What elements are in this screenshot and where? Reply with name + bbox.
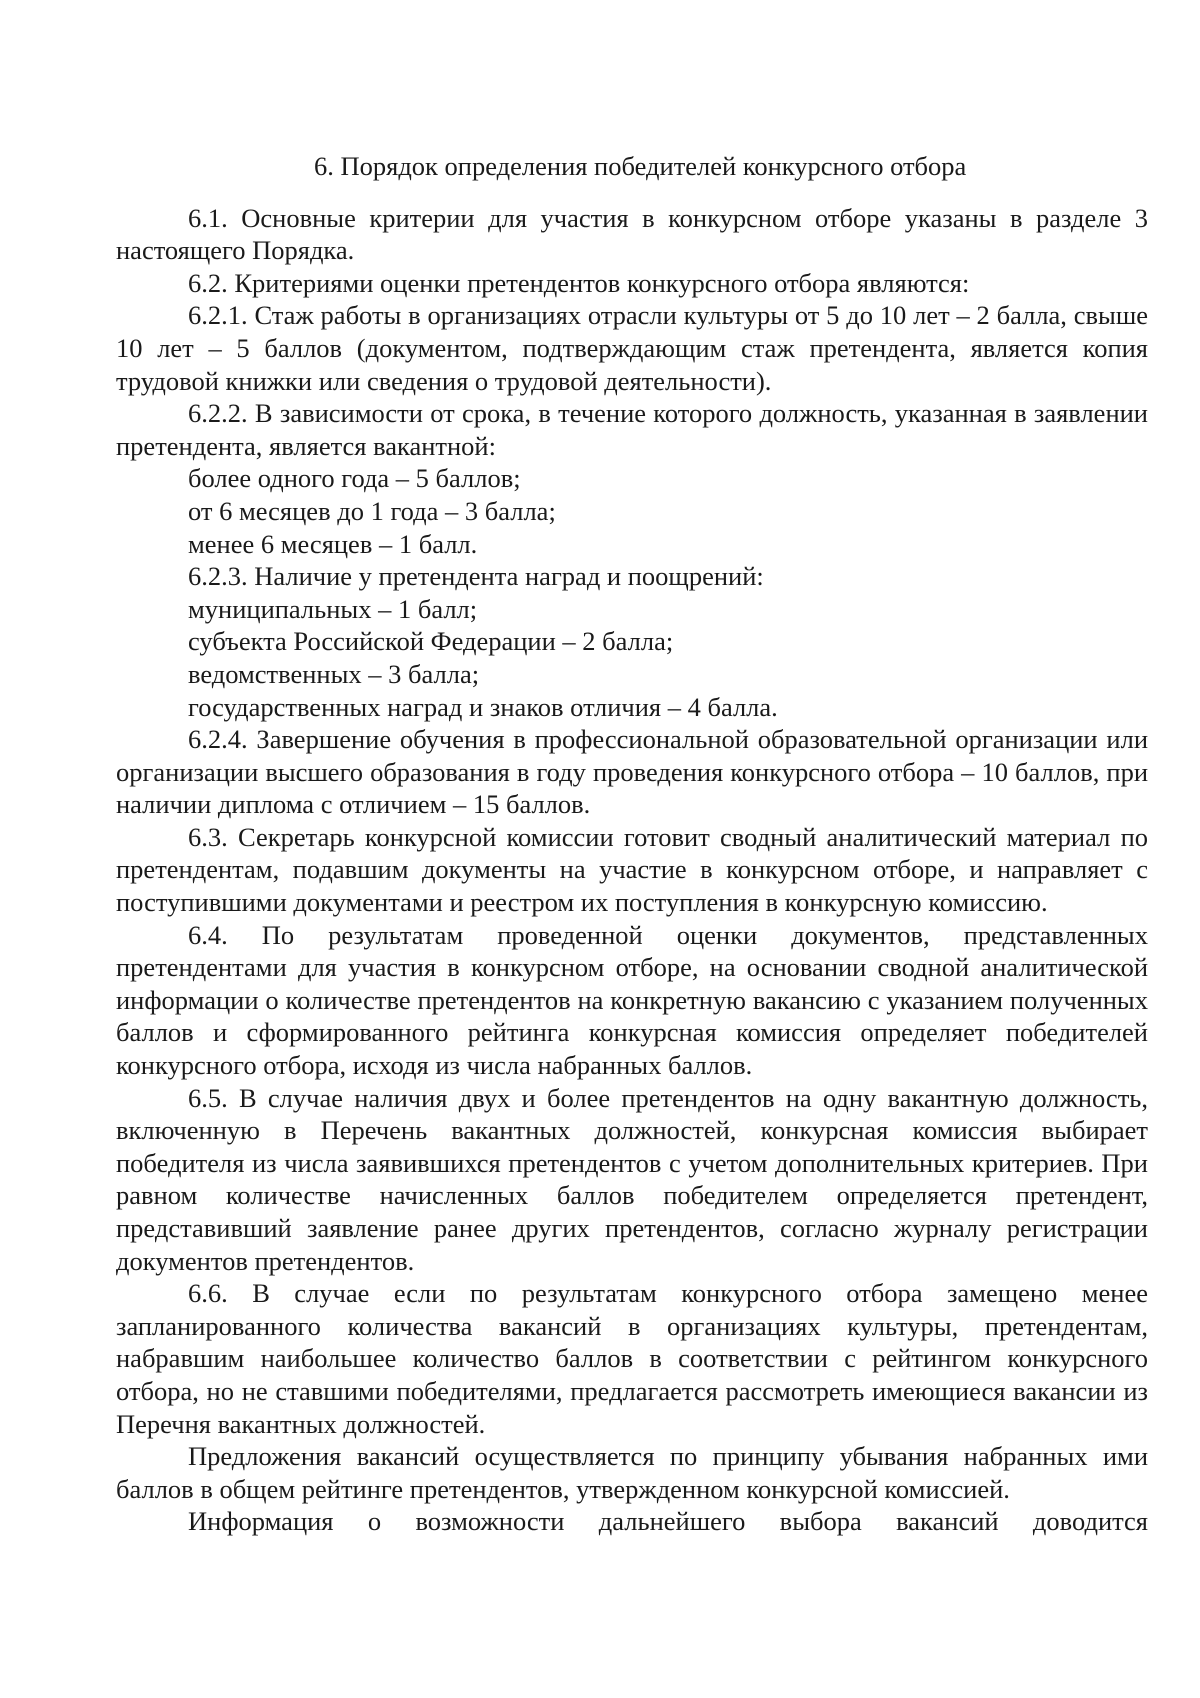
list-item: менее 6 месяцев – 1 балл. [188, 528, 478, 559]
list-item: субъекта Российской Федерации – 2 балла; [188, 626, 674, 657]
paragraph-6-3: 6.3. Секретарь конкурсной комиссии готовит сводный аналитический материал по претендентам, подавшим документы на участие в конкурсном отборе, и направляет с поступившими документами и реестром их поступления в конкурсную комиссию. [116, 821, 1148, 918]
paragraph-6-6: 6.6. В случае если по результатам конкурсного отбора замещено менее запланированного количества вакансий в организациях культуры, претендентам, набравшим наибольшее количество баллов в соответствии с рейтингом конкурсного отбора, но не ставшими победителями, предлагается рассмотреть имеющиеся вакансии из Перечня вакантных должностей. [116, 1278, 1148, 1439]
paragraph-6-2-4: 6.2.4. Завершение обучения в профессиональной образовательной организации или организации высшего образования в году проведения конкурсного отбора – 10 баллов, при наличии диплома с отличием – 15 баллов. [116, 724, 1148, 820]
paragraph-6-1: 6.1. Основные критерии для участия в конкурсном отборе указаны в разделе 3 настоящего Порядка. [116, 202, 1148, 266]
section-heading: 6. Порядок определения победителей конкурсного отбора [314, 151, 967, 181]
list-item: более одного года – 5 баллов; [188, 463, 521, 494]
list-item: ведомственных – 3 балла; [188, 658, 480, 689]
paragraph-information: Информация о возможности дальнейшего выбора вакансий доводится [188, 1506, 1148, 1537]
paragraph-6-2-3: 6.2.3. Наличие у претендента наград и поощрений: [188, 561, 764, 592]
paragraph-offers: Предложения вакансий осуществляется по принципу убывания набранных ими баллов в общем рейтинге претендентов, утвержденном конкурсной комиссией. [116, 1441, 1148, 1504]
paragraph-6-2-1: 6.2.1. Стаж работы в организациях отрасли культуры от 5 до 10 лет – 2 балла, свыше 10 лет – 5 баллов (документом, подтверждающим стаж претендента, является копия трудовой книжки или сведения о трудовой деятельности). [116, 300, 1148, 396]
list-item: муниципальных – 1 балл; [188, 593, 478, 624]
list-item: от 6 месяцев до 1 года – 3 балла; [188, 495, 556, 526]
paragraph-6-4: 6.4. По результатам проведенной оценки документов, представленных претендентами для участия в конкурсном отборе, на основании сводной аналитической информации о количестве претендентов на конкретную вакансию с указанием полученных баллов и сформированного рейтинга конкурсная комиссия определяет победителей конкурсного отбора, исходя из числа набранных баллов. [116, 919, 1148, 1081]
list-item: государственных наград и знаков отличия – 4 балла. [188, 691, 778, 722]
document-body [116, 150, 1148, 1538]
paragraph-6-2-2: 6.2.2. В зависимости от срока, в течение которого должность, указанная в заявлении претендента, является вакантной: [116, 398, 1148, 461]
paragraph-6-5: 6.5. В случае наличия двух и более претендентов на одну вакантную должность, включенную в Перечень вакантных должностей, конкурсная комиссия выбирает победителя из числа заявившихся претендентов с учетом дополнительных критериев. При равном количестве начисленных баллов победителем определяется претендент, представивший заявление ранее других претендентов, согласно журналу регистрации документов претендентов. [116, 1082, 1148, 1276]
paragraph-6-2: 6.2. Критериями оценки претендентов конкурсного отбора являются: [188, 267, 970, 298]
